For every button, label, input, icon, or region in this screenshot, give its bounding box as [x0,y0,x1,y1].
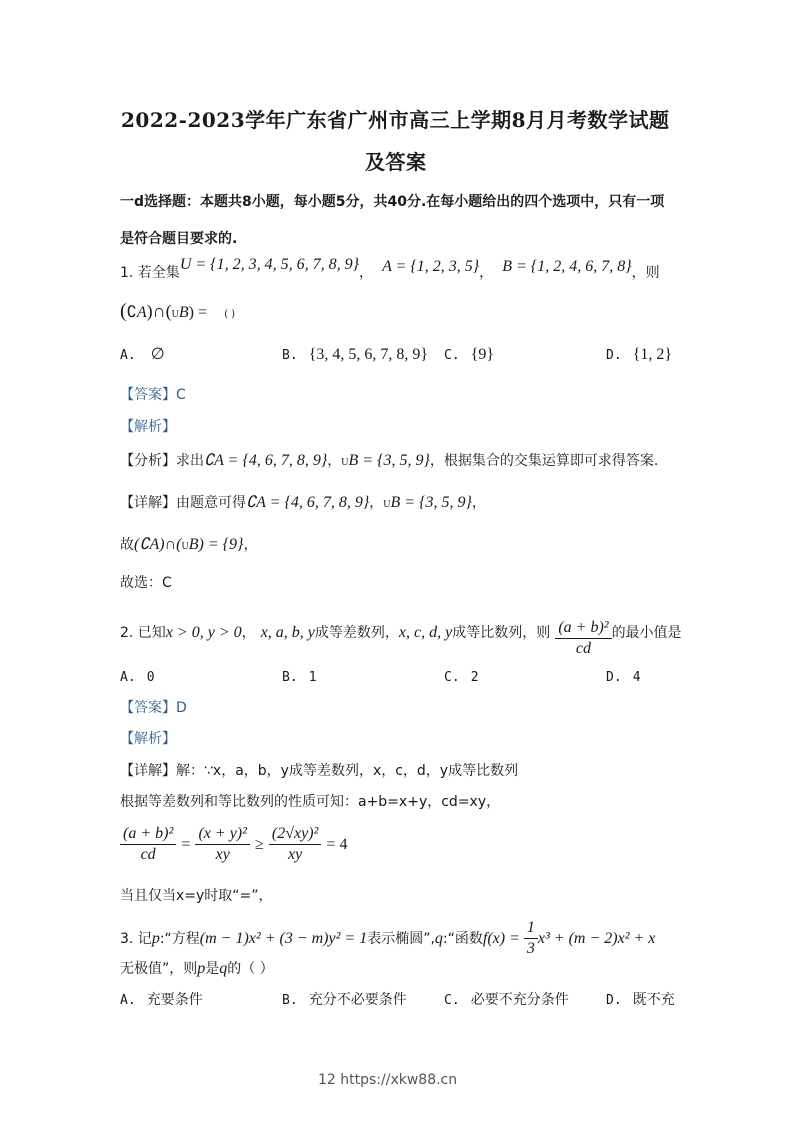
q3-option-d[interactable]: D. 既不充 [606,992,675,1008]
q1-option-d[interactable]: D. {1, 2} [606,346,673,363]
q2-answer: 【答案】D [120,700,187,716]
q2-option-d[interactable]: D. 4 [606,670,641,685]
page-title-line2: 及答案 [365,150,427,174]
q1-answer: 【答案】C [120,387,186,403]
q2-property-line: 根据等差数列和等比数列的性质可知：a+b=x+y，cd=xy， [120,794,501,810]
q1-expression: (∁A)∩(UB) = ( ) [120,300,236,322]
page-title-line1: 2022-2023学年广东省广州市高三上学期8月月考数学试题 [121,108,670,132]
q2-option-b[interactable]: B. 1 [282,670,317,685]
q3-option-a[interactable]: A. 充要条件 [120,992,203,1008]
q1-fenxi: 【分析】求出∁A = {4, 6, 7, 8, 9}，UB = {3, 5, 9}，根据集合的交集运算即可求得答案. [120,452,659,469]
q2-analysis-tag: 【解析】 [120,731,176,747]
q1-analysis-tag: 【解析】 [120,419,176,435]
q2-option-c[interactable]: C. 2 [444,670,479,685]
section-header-line1: 一d选择题：本题共8小题，每小题5分，共40分.在每小题给出的四个选项中，只有一项 [120,194,665,210]
q3-option-b[interactable]: B. 充分不必要条件 [282,992,407,1008]
page-footer: 12 https://xkw88.cn [318,1072,458,1088]
q2-condition-line: 当且仅当x=y时取“=”， [120,888,273,904]
q1-option-b[interactable]: B. {3, 4, 5, 6, 7, 8, 9} [282,346,429,363]
q1-option-c[interactable]: C. {9} [444,346,495,363]
q1-gu: 故(∁A)∩(UB) = {9}， [120,536,258,553]
q3-option-c[interactable]: C. 必要不充分条件 [444,992,569,1008]
q1-guxuan: 故选：C [120,575,172,591]
q1-stem: 1. 若全集U = {1, 2, 3, 4, 5, 6, 7, 8, 9}， A = {1, 2, 3, 5}， B = {1, 2, 4, 6, 7, 8}，则 [120,256,660,281]
q1-xiangjie: 【详解】由题意可得∁A = {4, 6, 7, 8, 9}，UB = {3, 5, 9}， [120,494,486,511]
q3-stem-line2: 无极值”，则p是q的（ ） [120,960,274,977]
q1-option-a[interactable]: A. ∅ [120,346,165,363]
section-header-line2: 是符合题目要求的. [120,231,238,247]
q2-stem: 2. 已知x > 0, y > 0， x, a, b, y成等差数列，x, c, d, y成等比数列，则 $\frac{\text{(a + b)²}}{cd}$ 的最小值是 [120,619,682,657]
q2-inequality: $\frac{\text{(a + b)²}}{cd}$ = $\frac{\text{(x + y)²}}{xy}$ ≥ $\frac{\text{(2√xy)²}}{xy}$ = 4 [120,824,347,865]
q2-xiangjie: 【详解】解：∵x，a，b，y成等差数列，x，c，d，y成等比数列 [120,763,519,779]
q3-stem: 3. 记p:“方程(m − 1)x² + (3 − m)y² = 1表示椭圆”,q:“函数f(x) = $\frac{1}{3}$ x³ + (m − 2)x² + x [120,919,656,957]
q2-option-a[interactable]: A. 0 [120,670,155,685]
